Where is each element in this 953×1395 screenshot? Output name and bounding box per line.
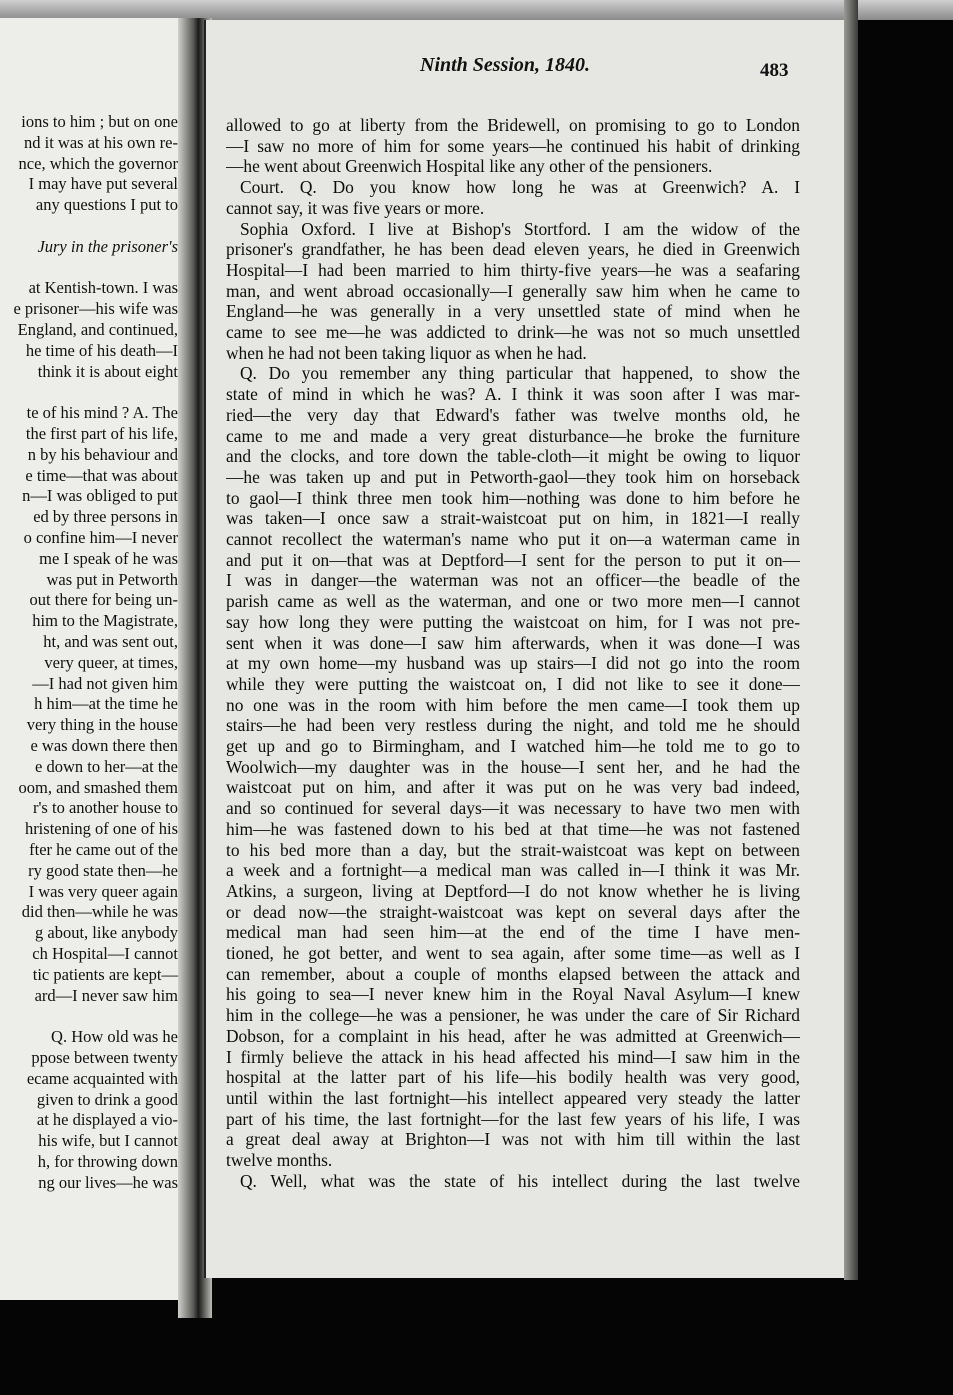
body-text-line: until within the last fortnight—his intellect appeared very steady the latter	[226, 1087, 800, 1108]
body-text-line: a great deal away at Brighton—I was not with him till within the last	[226, 1129, 800, 1150]
left-page-line: the first part of his life,	[25, 424, 178, 443]
page-number: 483	[760, 60, 789, 81]
body-text-line: to his bed more than a day, but the strait-waistcoat was kept on between	[226, 839, 800, 860]
body-text-line: Dobson, for a complaint in his head, after he was admitted at Greenwich—	[226, 1025, 800, 1046]
body-text-line: or dead now—the straight-waistcoat was kept on several days after the	[226, 901, 800, 922]
body-text-line: Court. Q. Do you know how long he was at Greenwich? A. I	[240, 177, 800, 198]
body-text-line: no one was in the room with him before the men came—I took them up	[226, 694, 800, 715]
body-text-line: hospital at the latter part of his life—his bodily health was very good,	[226, 1067, 800, 1088]
body-text-line: at my own home—my husband was up stairs—I did not go into the room	[226, 653, 800, 674]
body-text-line: cannot recollect the waterman's name who put it on—a waterman came in	[226, 529, 800, 549]
body-text-line: I was in danger—the waterman was not an officer—the beadle of the	[226, 570, 800, 591]
body-text-line: when he had not been taking liquor as when he had.	[226, 342, 587, 363]
running-title: Ninth Session, 1840.	[420, 54, 591, 76]
left-page-line: ions to him ; but on one	[21, 112, 178, 131]
body-text-line: his going to sea—I never knew him in the Royal Naval Asylum—I knew	[226, 984, 800, 1005]
body-text-line: him—he was fastened down to his bed at that time—he was not fastened	[226, 818, 800, 839]
body-text-line: and put it on—that was at Deptford—I sent for the person to put it on—	[226, 549, 800, 570]
body-text-line: allowed to go at liberty from the Bridewell, on promising to go to London	[226, 115, 800, 135]
left-page-line: out there for being un-	[29, 590, 178, 610]
left-page-line: he time of his death—I	[25, 340, 178, 360]
left-page-line: h him—at the time he	[34, 694, 178, 714]
left-page-line: ch Hospital—I cannot	[32, 944, 178, 963]
body-text-line: while they were putting the waistcoat on, I did not like to see it done—	[226, 673, 800, 694]
left-page-line: at Kentish-town. I was	[28, 278, 178, 298]
body-text-line: came to me and made a very great disturbance—he broke the furniture	[226, 425, 800, 446]
body-text-line: Atkins, a surgeon, living at Deptford—I do not know whether he is living	[226, 880, 800, 901]
body-text-line: stairs—he had been very restless during the night, and told me he should	[226, 715, 800, 736]
body-text-line: tioned, he got better, and went to sea again, after some time—as well as I	[226, 943, 800, 963]
body-text-line: Q. Well, what was the state of his intellect during the last twelve	[240, 1170, 800, 1191]
body-text-line: Sophia Oxford. I live at Bishop's Stortford. I am the widow of the	[240, 218, 800, 239]
left-page-line: think it is about eight	[37, 361, 178, 381]
left-page-line: me I speak of he was	[39, 548, 178, 568]
body-text-line: to gaol—I think three men took him—nothing was done to him before he	[226, 487, 800, 508]
body-text-line: Q. Do you remember any thing particular that happened, to show the	[240, 363, 800, 384]
left-page-line: g about, like anybody	[35, 923, 178, 943]
left-page-line: I may have put several	[28, 174, 178, 194]
page-edge	[844, 0, 858, 1280]
left-page-line: ng our lives—he was	[38, 1172, 178, 1192]
left-page-line: him to the Magistrate,	[32, 611, 178, 631]
left-page-line: oom, and smashed them	[18, 777, 178, 797]
left-page-line: Jury in the prisoner's	[37, 236, 178, 256]
body-text-line: cannot say, it was five years or more.	[226, 197, 485, 218]
left-page-line: ard—I never saw him	[34, 985, 178, 1005]
body-text-line: prisoner's grandfather, he has been dead eleven years, he died in Greenwich	[226, 239, 800, 260]
left-page-line: e was down there then	[30, 736, 178, 755]
left-page-line: e down to her—at the	[35, 756, 178, 776]
body-text-line: him in the college—he was a pensioner, he was under the care of Sir Richard	[226, 1005, 800, 1026]
body-text-line: a week and a fortnight—a medical man was called in—I think it was Mr.	[226, 860, 800, 881]
left-page-line: given to drink a good	[36, 1089, 178, 1109]
left-page-line: hristening of one of his	[24, 819, 178, 839]
body-text-line: Woolwich—my daughter was in the house—I sent her, and he had the	[226, 756, 800, 777]
body-text-line: —he went about Greenwich Hospital like any other of the pensioners.	[226, 156, 713, 177]
left-page-line: did then—while he was	[21, 902, 178, 922]
left-page-line: h, for throwing down	[37, 1152, 178, 1171]
body-text-line: waistcoat put on him, and after it was put on he was very bad indeed,	[226, 777, 800, 798]
body-text-line: medical man had seen him—at the end of the time I have men-	[226, 922, 800, 943]
body-text-line: get up and go to Birmingham, and I watched him—he told me to go to	[226, 736, 800, 756]
body-text-line: was taken—I once saw a strait-waistcoat put on him, in 1821—I really	[226, 508, 800, 529]
body-text-line: ried—the very day that Edward's father was twelve months old, he	[226, 404, 800, 425]
left-page-line: —I had not given him	[32, 673, 178, 693]
left-page-line: r's to another house to	[32, 798, 178, 818]
body-text-line: and the clocks, and tore down the table-cloth—it might be owing to liquor	[226, 446, 800, 467]
left-page-line: ry good state then—he	[28, 860, 178, 880]
left-page-line: ed by three persons in	[33, 507, 178, 527]
left-page-line: ht, and was sent out,	[43, 632, 178, 651]
body-text-line: and so continued for several days—it was necessary to have two men with	[226, 798, 800, 819]
body-text-line: say how long they were putting the waistcoat on him, for I was not pre-	[226, 611, 800, 632]
left-page-line: nce, which the governor	[18, 153, 178, 173]
left-page-line: te of his mind ? A. The	[26, 403, 178, 423]
left-page-line: n—I was obliged to put	[22, 486, 178, 506]
left-page-line: was put in Petworth	[46, 569, 178, 589]
left-page-line: ecame acquainted with	[26, 1068, 178, 1088]
body-text-line: —I saw no more of him for some years—he continued his habit of drinking	[226, 135, 800, 156]
body-text-line: twelve months.	[226, 1150, 333, 1170]
body-text-line: parish came as well as the waterman, and one or two more men—I cannot	[226, 591, 800, 612]
body-text-line: I firmly believe the attack in his head affected his mind—I saw him in the	[226, 1046, 800, 1067]
left-page-line: very queer, at times,	[44, 652, 178, 672]
body-text-line: can remember, about a couple of months elapsed between the attack and	[226, 963, 800, 984]
body-text-line: —he was taken up and put in Petworth-gaol—they took him on horseback	[226, 466, 800, 487]
body-text-line: man, and went abroad occasionally—I generally saw him when he came to	[226, 280, 800, 301]
left-page-line: nd it was at his own re-	[24, 132, 178, 152]
body-text-line: Hospital—I had been married to him thirty-five years—he was a seafaring	[226, 259, 800, 280]
left-page-line: any questions I put to	[35, 195, 178, 215]
left-page-line: England, and continued,	[17, 320, 178, 339]
left-page-line: his wife, but I cannot	[38, 1131, 178, 1151]
left-page-line: I was very queer again	[28, 881, 178, 901]
left-page-line: tic patients are kept—	[32, 964, 178, 984]
body-text-line: England—he was generally in a very unsettled state of mind when he	[226, 301, 800, 322]
left-page-line: n by his behaviour and	[27, 444, 178, 464]
left-page-line: at he displayed a vio-	[36, 1110, 178, 1130]
body-text-line: came to see me—he was addicted to drink—he was not so much unsettled	[226, 322, 800, 342]
left-page-line: fter he came out of the	[29, 840, 178, 859]
body-text-line: part of his time, the last fortnight—for the last few years of his life, I was	[226, 1108, 800, 1129]
scanner-top-edge	[0, 0, 953, 20]
left-page-line: very thing in the house	[26, 715, 178, 735]
body-text-line: state of mind in which he was? A. I think it was soon after I was mar-	[226, 384, 800, 405]
left-page-line: ppose between twenty	[31, 1048, 178, 1067]
left-page-line: Q. How old was he	[51, 1027, 178, 1047]
left-page-line: o confine him—I never	[23, 528, 178, 547]
body-text-line: sent when it was done—I saw him afterwards, when it was done—I was	[226, 632, 800, 653]
left-page-line: e time—that was about	[25, 465, 178, 485]
left-page-line: e prisoner—his wife was	[13, 299, 178, 319]
